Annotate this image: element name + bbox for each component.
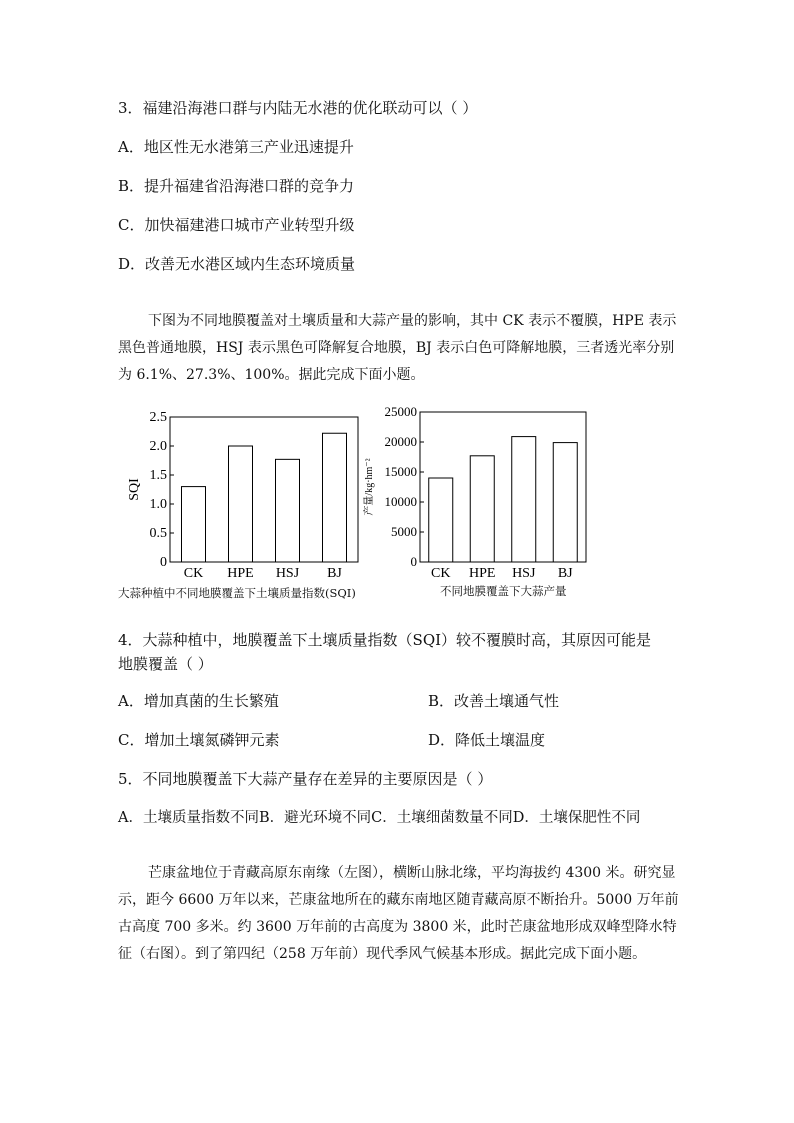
x-tick-label: BJ (557, 566, 573, 581)
x-tick-label: BJ (327, 566, 342, 581)
y-tick-label: 2.5 (149, 410, 167, 425)
x-tick-label: HSJ (275, 566, 300, 581)
q4-stem-line-1: 4．大蒜种植中，地膜覆盖下土壤质量指数（SQI）较不覆膜时高，其原因可能是 (118, 631, 652, 649)
yield-bar-chart (358, 400, 598, 585)
y-tick-label: 1.0 (149, 497, 167, 512)
y-tick-label: 0.5 (149, 526, 167, 541)
q5-option-b: B．避光环境不同 (258, 810, 372, 826)
q4-option-d: D．降低土壤温度 (428, 731, 546, 749)
x-tick-label: HPE (227, 566, 254, 581)
sqi-chart-caption: 大蒜种植中不同地膜覆盖下土壤质量指数(SQI) (118, 586, 356, 600)
bar-hsj (512, 437, 536, 562)
q3-stem: 3．福建沿海港口群与内陆无水港的优化联动可以（ ） (118, 99, 478, 117)
y-tick-label: 15000 (384, 464, 417, 479)
q3-option-a: A．地区性无水港第三产业迅速提升 (118, 138, 354, 156)
q5-stem: 5．不同地膜覆盖下大蒜产量存在差异的主要原因是（ ） (118, 770, 493, 788)
y-tick-label: 1.5 (149, 468, 167, 483)
yield-chart-caption: 不同地膜覆盖下大蒜产量 (440, 584, 567, 598)
q4-stem-line-2: 地膜覆盖（ ） (118, 655, 213, 673)
bar-hsj (276, 459, 300, 562)
q4-option-a: A．增加真菌的生长繁殖 (118, 692, 279, 710)
sqi-bar-chart (118, 405, 368, 585)
intro-paragraph-1: 下图为不同地膜覆盖对土壤质量和大蒜产量的影响，其中 CK 表示不覆膜，HPE 表示黑色普通地膜，HSJ 表示黑色可降解复合地膜，BJ 表示白色可降解地膜，三者透光率分别为 6.1%、27.3%、100%。据此完成下面小题。 (118, 313, 677, 383)
q3-option-b: B．提升福建省沿海港口群的竞争力 (118, 177, 355, 195)
q5-options-row (118, 806, 640, 830)
y-axis-label: 产量/kg·hm⁻² (364, 458, 375, 516)
q5-option-c: C．土壤细菌数量不同 (371, 810, 513, 826)
y-tick-label: 2.0 (149, 439, 167, 454)
q5-option-d: D．土壤保肥性不同 (512, 810, 641, 826)
y-tick-label: 0 (160, 555, 167, 570)
y-tick-label: 25000 (384, 404, 417, 419)
bar-hpe (229, 446, 253, 562)
y-tick-label: 20000 (384, 434, 417, 449)
y-tick-label: 5000 (391, 524, 417, 539)
x-tick-label: CK (431, 566, 451, 581)
q5-option-a: A．土壤质量指数不同 (118, 810, 259, 826)
bar-ck (182, 487, 206, 562)
q4-option-b: B．改善土壤通气性 (428, 692, 560, 710)
bar-bj (553, 443, 577, 562)
q3-option-c: C．加快福建港口城市产业转型升级 (118, 216, 355, 234)
y-tick-label: 0 (410, 554, 417, 569)
x-tick-label: HSJ (512, 566, 536, 581)
x-tick-label: HPE (469, 566, 496, 581)
intro-paragraph-2: 芒康盆地位于青藏高原东南缘（左图），横断山脉北缘，平均海拔约 4300 米。研究显示，距今 6600 万年以来，芒康盆地所在的藏东南地区随青藏高原不断抬升。5000 万年前古高度 700 多米。约 3600 万年前的古高度为 3800 米，此时芒康盆地形成双峰型降水特征（右图）。到了第四纪（258 万年前）现代季风气候基本形成。据此完成下面小题。 (118, 865, 679, 962)
x-tick-label: CK (183, 566, 204, 581)
bar-hpe (470, 456, 494, 562)
q3-option-d: D．改善无水港区域内生态环境质量 (118, 255, 356, 273)
bar-ck (429, 478, 453, 562)
y-axis-label: SQI (127, 478, 142, 501)
q4-option-c: C．增加土壤氮磷钾元素 (118, 731, 280, 749)
bar-bj (323, 433, 347, 562)
y-tick-label: 10000 (384, 494, 417, 509)
